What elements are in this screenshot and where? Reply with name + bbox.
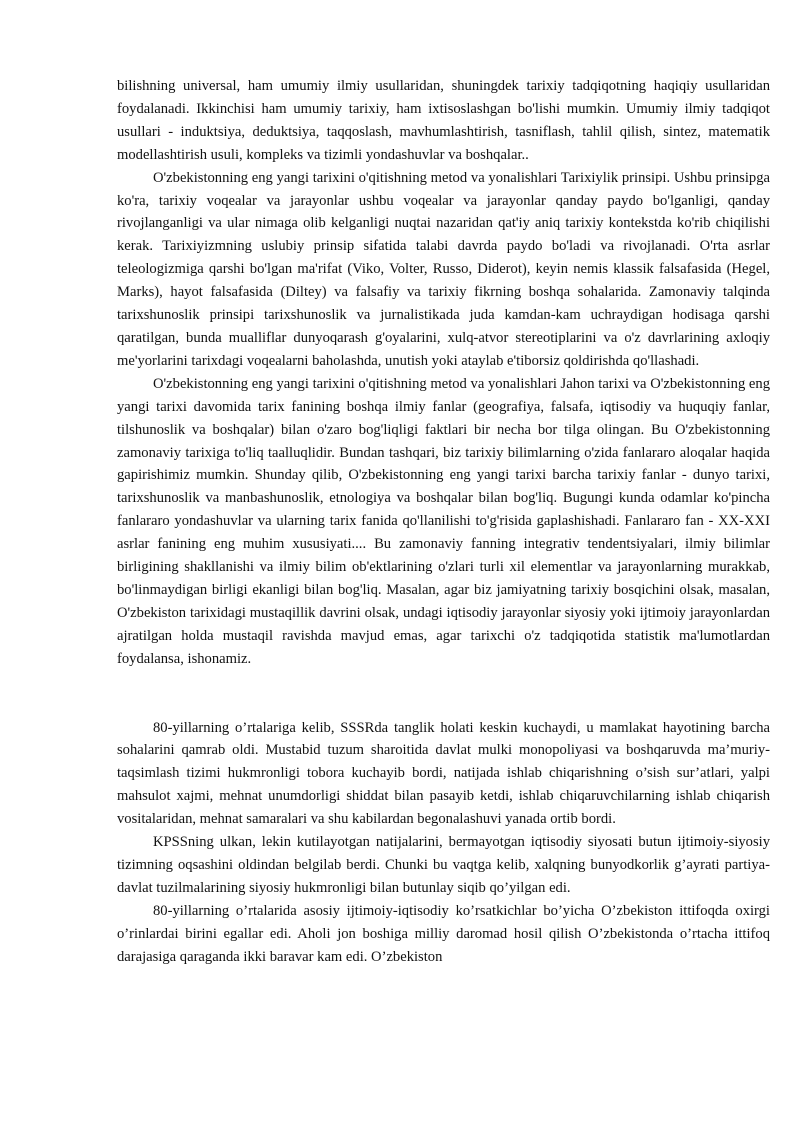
- paragraph-ussr-crisis: 80-yillarning o’rtalariga kelib, SSSRda tanglik holati keskin kuchaydi, u mamlakat hayotining barcha sohalarini qamrab oldi. Mustabid tuzum sharoitida davlat mulki monopoliyasi va boshqaruvda ma’muriy-taqsimlash tizimi hukmronligi tobora kuchayib bordi, natijada ishlab chiqarishning o’sish sur’atlari, yalpi mahsulot xajmi, mehnat unumdorligi shiddat bilan pasayib ketdi, ishlab chiqaruvchilarning ishlab chiqarish vositalaridan, mehnat samaralari va shu kabilardan begonalashuvi yanada ortib bordi.: [117, 719, 770, 828]
- paragraph-methods-continued: bilishning universal, ham umumiy ilmiy usullaridan, shuningdek tarixiy tadqiqotning haqiqiy usullaridan foydalanadi. Ikkinchisi ham umumiy tarixiy, ham ixtisoslashgan bo'lishi mumkin. Umumiy ilmiy tadqiqot usullari - induktsiya, deduktsiya, taqqoslash, mavhumlashtirish, tasniflash, tahlil qilish, sintez, matematik modellashtirish usuli, kompleks va tizimli yondashuvlar va boshqalar..: [117, 78, 770, 163]
- document-page: [117, 75, 770, 969]
- paragraph-economic-indicators: 80-yillarning o’rtalarida asosiy ijtimoiy-iqtisodiy ko’rsatkichlar bo’yicha O’zbekiston ittifoqda oxirgi o’rinlardai birini egallar edi. Aholi jon boshiga milliy daromad hosil qilish O’zbekistonda o’rtacha ittifoq darajasiga qaraganda ikki baravar kam edi. O’zbekiston: [117, 902, 770, 965]
- section-gap: [117, 671, 770, 717]
- paragraph-cpsu-policy: KPSSning ulkan, lekin kutilayotgan natijalarini, bermayotgan iqtisodiy siyosati butun ijtimoiy-siyosiy tizimning oqsashini oldindan belgilab berdi. Chunki bu vaqtga kelib, xalqning bunyodkorlik g’ayrati partiya-davlat tuzilmalarining siyosiy hukmronligi bilan butunlay siqib qo’yilgan edi.: [117, 834, 770, 896]
- paragraph-historicism-principle: O'zbekistonning eng yangi tarixini o'qitishning metod va yonalishlari Tarixiylik prinsipi. Ushbu prinsipga ko'ra, tarixiy voqealar va jarayonlar ushbu voqealar va jarayonlar qanday paydo bo'lganligi, qanday rivojlanganligi va ular nimaga olib kelganligi nuqtai nazaridan qat'iy aniq tarixiy kontekstda ko'rib chiqilishi kerak. Tarixiyizmning uslubiy prinsip sifatida talabi davrda paydo bo'ladi va rivojlanadi. O'rta asrlar teleologizmiga qarshi bo'lgan ma'rifat (Viko, Volter, Russo, Diderot), keyin nemis klassik falsafasida (Hegel, Marks), hayot falsafasida (Diltey) va falsafiy va tarixiy fikrning boshqa sohalarida. Zamonaviy talqinda tarixshunoslik prinsipi tarixshunoslik va jurnalistikada juda kamdan-kam uchraydigan hodisaga qarshi qaratilgan, bunda mualliflar dunyoqarash g'oyalarini, xulq-atvor stereotiplarini va o'z davrlarining axloqiy me'yorlarini tarixdagi voqealarni baholashda, unutish yoki ataylab e'tiborsiz qoldirishda qo'llashadi.: [117, 169, 770, 369]
- paragraph-interdisciplinary: O'zbekistonning eng yangi tarixini o'qitishning metod va yonalishlari Jahon tarixi va O'zbekistonning eng yangi tarixi davomida tarix fanining boshqa ilmiy fanlar (geografiya, falsafa, iqtisodiy va huquqiy fanlar, tilshunoslik va boshqalar) bilan o'zaro bog'liqligi faktlari bir necha bor tilga olingan. Bu O'zbekistonning zamonaviy tarixiga to'liq taalluqlidir. Bundan tashqari, biz tarixiy bilimlarning o'zida fanlararo aloqalar haqida gapirishimiz mumkin. Shunday qilib, O'zbekistonning eng yangi tarixi barcha tarixiy fanlar - dunyo tarixi, tarixshunoslik va manbashunoslik, etnologiya va boshqalar bilan bog'liq. Bugungi kunda odamlar ko'pincha fanlararo yondashuvlar va ularning tarix fanida qo'llanilishi to'g'risida gaplashishadi. Fanlararo fan - XX-XXI asrlar fanining eng muhim xususiyati.... Bu zamonaviy fanning integrativ tendentsiyalari, ilmiy bilimlar birligining shakllanishi va ilmiy bilim ob'ektlarining o'zlari turli xil elementlar va jarayonlarning murakkab, bo'linmaydigan birligi ekanligi bilan bog'liq. Masalan, agar biz jamiyatning tarixiy bosqichini olsak, masalan, O'zbekiston tarixidagi mustaqillik davrini olsak, undagi iqtisodiy jarayonlar siyosiy yoki ijtimoiy jarayonlardan ajratilgan holda mustaqil ravishda mavjud emas, agar tarixchi o'z tadqiqotida statistik ma'lumotlardan foydalansa, ishonamiz.: [117, 375, 770, 667]
